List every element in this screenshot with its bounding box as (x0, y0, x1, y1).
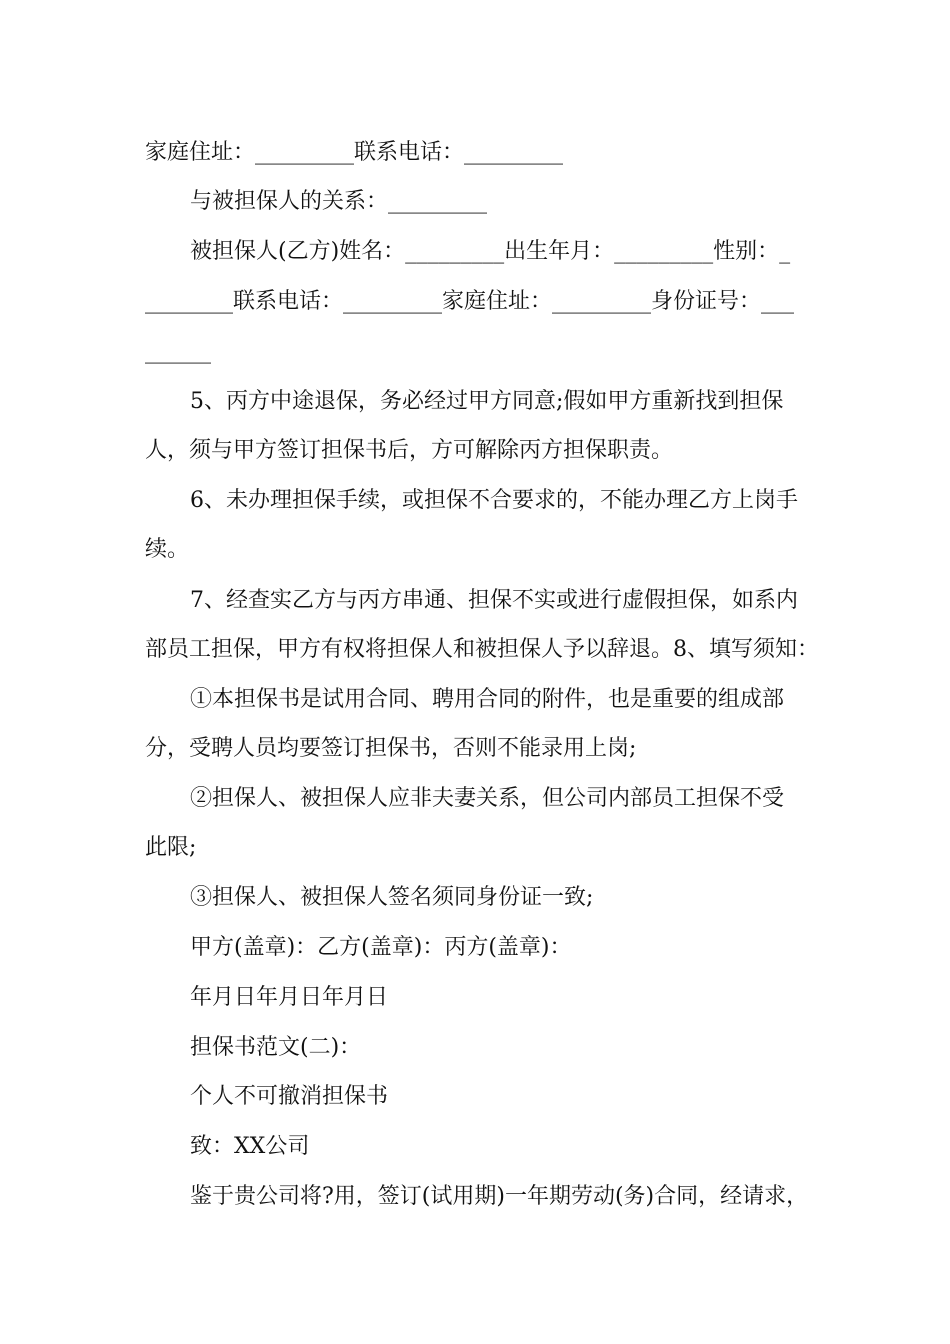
text-line: 甲方(盖章)：乙方(盖章)：丙方(盖章)： (190, 935, 572, 960)
text-line: 致：XX公司 (190, 1134, 310, 1159)
text-line: 与被担保人的关系：_________ (190, 189, 488, 214)
text-line: ______ (145, 339, 211, 364)
text-line: 鉴于贵公司将?用，签订(试用期)一年期劳动(务)合同，经请求， (190, 1184, 809, 1209)
text-line: 5、丙方中途退保，务必经过甲方同意;假如甲方重新找到担保 (190, 389, 784, 414)
text-line: ②担保人、被担保人应非夫妻关系，但公司内部员工担保不受 (190, 786, 785, 811)
text-line: ①本担保书是试用合同、聘用合同的附件，也是重要的组成部 (190, 687, 785, 712)
text-line: 续。 (145, 537, 190, 562)
text-line: 家庭住址：_________联系电话：_________ (145, 140, 564, 165)
text-line: 担保书范文(二)： (190, 1035, 362, 1060)
text-line: 6、未办理担保手续，或担保不合要求的，不能办理乙方上岗手 (190, 488, 798, 513)
text-line: 7、经查实乙方与丙方串通、担保不实或进行虚假担保，如系内 (190, 588, 798, 613)
text-line: 年月日年月日年月日 (190, 985, 389, 1010)
text-line: 此限; (145, 835, 197, 860)
text-line: ________联系电话：_________家庭住址：_________身份证号：___ (145, 289, 795, 314)
text-line: 部员工担保，甲方有权将担保人和被担保人予以辞退。8、填写须知： (145, 637, 819, 662)
text-line: 个人不可撤消担保书 (190, 1084, 389, 1109)
text-line: 分，受聘人员均要签订担保书，否则不能录用上岗; (145, 736, 637, 761)
text-line: 人，须与甲方签订担保书后，方可解除丙方担保职责。 (145, 438, 674, 463)
text-line: ③担保人、被担保人签名须同身份证一致; (190, 885, 594, 910)
text-line: 被担保人(乙方)姓名：_________出生年月：_________性别：_ (190, 239, 791, 264)
